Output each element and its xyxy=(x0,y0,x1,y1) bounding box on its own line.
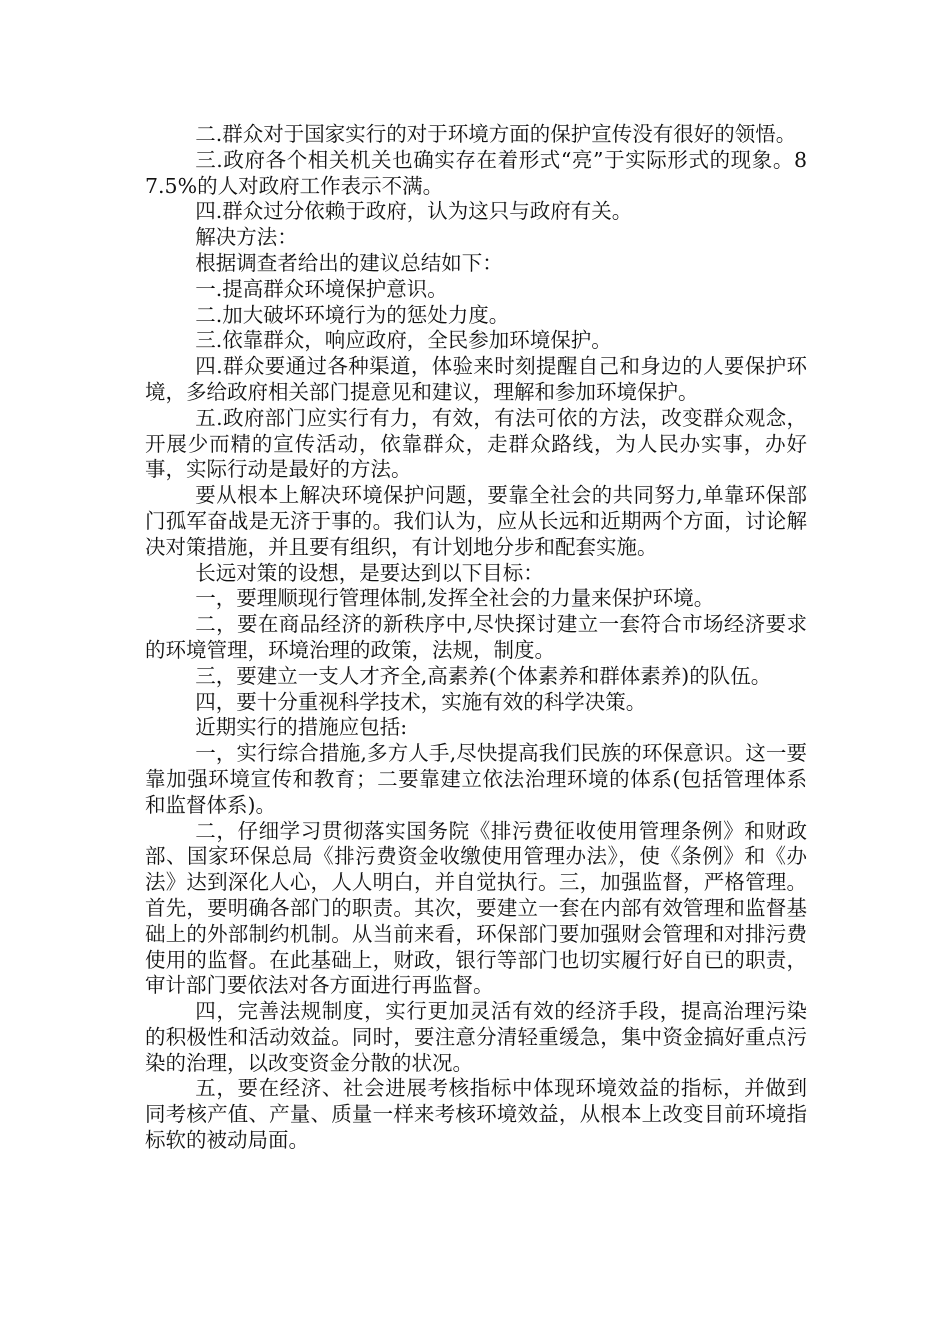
list-item-long-term-1: 一，要理顺现行管理体制,发挥全社会的力量来保护环境。 xyxy=(195,586,715,611)
heading-near-term-measures: 近期实行的措施应包括: xyxy=(195,715,408,740)
heading-long-term-goals: 长远对策的设想，是要达到以下目标： xyxy=(195,560,544,585)
paragraph-problem-2: 二.群众对于国家实行的对于环境方面的保护宣传没有很好的领悟。 xyxy=(195,122,797,146)
paragraph-problem-3: 三.政府各个相关机关也确实存在着形式“亮”于实际形式的现象。87.5%的人对政府工作表示不满。 xyxy=(145,147,807,198)
paragraph-summary-intro: 根据调查者给出的建议总结如下： xyxy=(195,250,503,275)
list-item-long-term-2: 二，要在商品经济的新秩序中,尽快探讨建立一套符合市场经济要求的环境管理，环境治理的政策，法规，制度。 xyxy=(145,612,807,662)
list-item-near-term-2: 二，仔细学习贯彻落实国务院《排污费征收使用管理条例》和财政部、国家环保总局《排污费资金收缴使用管理办法》，使《条例》和《办法》达到深化人心，人人明白，并自觉执行。三，加强监督，严格管理。首先，要明确各部门的职责。其次，要建立一套在内部有效管理和监督基础上的外部制约机制。从当前来看，环保部门要加强财会管理和对排污费使用的监督。在此基础上，财政，银行等部门也切实履行好自已的职责，审计部门要依法对各方面进行再监督。 xyxy=(145,818,807,998)
list-item-suggestion-4: 四.群众要通过各种渠道，体验来时刻提醒自己和身边的人要保护环境，多给政府相关部门提意见和建议，理解和参加环境保护。 xyxy=(145,354,807,404)
list-item-near-term-4: 四，完善法规制度，实行更加灵活有效的经济手段，提高治理污染的积极性和活动效益。同时，要注意分清轻重缓急，集中资金搞好重点污染的治理，以改变资金分散的状况。 xyxy=(145,999,807,1075)
document-body xyxy=(145,122,807,1154)
paragraph-fundamental-solution: 要从根本上解决环境保护问题，要靠全社会的共同努力,单靠环保部门孤军奋战是无济于事的。我们认为，应从长远和近期两个方面，讨论解决对策措施，并且要有组织，有计划地分步和配套实施。 xyxy=(145,483,807,559)
heading-solutions: 解决方法： xyxy=(195,225,298,250)
list-item-near-term-1: 一，实行综合措施,多方人手,尽快提高我们民族的环保意识。这一要靠加强环境宣传和教育；二要靠建立依法治理环境的体系(包括管理体系和监督体系)。 xyxy=(145,741,807,817)
paragraph-problem-4: 四.群众过分依赖于政府，认为这只与政府有关。 xyxy=(195,199,633,224)
list-item-suggestion-3: 三.依靠群众，响应政府，全民参加环境保护。 xyxy=(195,328,612,353)
list-item-long-term-3: 三，要建立一支人才齐全,高素养(个体素养和群体素养)的队伍。 xyxy=(195,663,772,688)
list-item-suggestion-5: 五.政府部门应实行有力，有效，有法可依的方法，改变群众观念，开展少而精的宣传活动，依靠群众，走群众路线，为人民办实事，办好事，实际行动是最好的方法。 xyxy=(145,405,807,482)
list-item-near-term-5: 五，要在经济、社会进展考核指标中体现环境效益的指标，并做到同考核产值、产量、质量一样来考核环境效益，从根本上改变目前环境指标软的被动局面。 xyxy=(145,1076,807,1153)
list-item-long-term-4: 四，要十分重视科学技术，实施有效的科学决策。 xyxy=(195,689,647,714)
list-item-suggestion-1: 一.提高群众环境保护意识。 xyxy=(195,276,448,301)
list-item-suggestion-2: 二.加大破坏环境行为的惩处力度。 xyxy=(195,302,510,327)
